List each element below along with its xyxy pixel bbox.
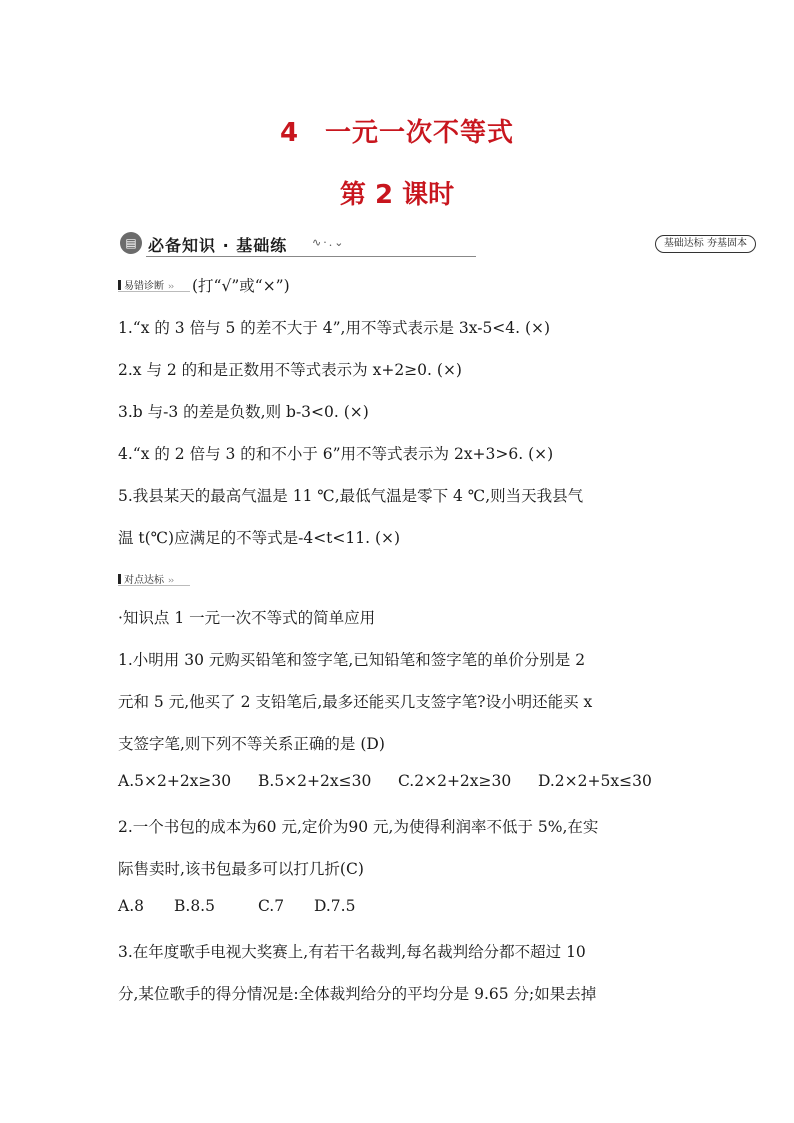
book-icon: ▤ [120, 232, 142, 254]
banner-underline [146, 256, 476, 257]
question-1-line-1: 1.小明用 30 元购买铅笔和签字笔,已知铅笔和签字笔的单价分别是 2 [118, 651, 586, 669]
error-item-3: 3.b 与-3 的差是负数,则 b-3<0. (×) [118, 403, 369, 421]
option-d: D.2×2+5x≤30 [538, 772, 652, 790]
chevron-right-icon: ›› [168, 282, 174, 292]
question-2-line-2: 际售卖时,该书包最多可以打几折(C) [118, 860, 364, 878]
question-3-line-2: 分,某位歌手的得分情况是:全体裁判给分的平均分是 9.65 分;如果去掉 [118, 985, 597, 1003]
question-1-line-3: 支签字笔,则下列不等关系正确的是 (D) [118, 735, 385, 753]
option-d: D.7.5 [314, 897, 356, 915]
target-practice-label: 对点达标 [124, 575, 164, 586]
target-practice-header [118, 571, 173, 586]
error-diagnosis-label: 易错诊断 [124, 281, 164, 292]
question-1-line-2: 元和 5 元,他买了 2 支铅笔后,最多还能买几支签字笔?设小明还能买 x [118, 693, 593, 711]
error-diagnosis-instruction: (打“√”或“×”) [192, 277, 290, 295]
lesson-number: 4 [279, 118, 300, 148]
question-2-options [118, 897, 355, 915]
option-a: A.5×2+2x≥30 [118, 772, 232, 790]
question-1-options [118, 772, 652, 790]
option-a: A.8 [118, 897, 144, 915]
section-underline [118, 291, 190, 292]
error-item-2: 2.x 与 2 的和是正数用不等式表示为 x+2≥0. (×) [118, 361, 462, 379]
section-underline [118, 585, 190, 586]
question-2-line-1: 2.一个书包的成本为60 元,定价为90 元,为使得利润率不低于 5%,在实 [118, 818, 599, 836]
error-item-4: 4.“x 的 2 倍与 3 的和不小于 6”用不等式表示为 2x+3>6. (×) [118, 445, 554, 463]
banner-tag: 基础达标 夯基固本 [655, 235, 756, 253]
option-c: C.2×2+2x≥30 [398, 772, 512, 790]
error-item-5-line-2: 温 t(℃)应满足的不等式是-4<t<11. (×) [118, 529, 401, 547]
section-bar-icon [118, 280, 121, 290]
error-item-1: 1.“x 的 3 倍与 5 的差不大于 4”,用不等式表示是 3x-5<4. (×) [118, 319, 551, 337]
lesson-name: 一元一次不等式 [325, 118, 515, 148]
banner-decoration: ∿·.⌄ [312, 236, 346, 249]
error-item-5-line-1: 5.我县某天的最高气温是 11 ℃,最低气温是零下 4 ℃,则当天我县气 [118, 487, 584, 505]
section-banner [118, 230, 758, 260]
period-title: 第 2 课时 [339, 180, 455, 210]
section-bar-icon [118, 574, 121, 584]
option-b: B.8.5 [174, 897, 215, 915]
chevron-right-icon: ›› [168, 576, 174, 586]
knowledge-point: ·知识点 1 一元一次不等式的简单应用 [118, 609, 376, 627]
lesson-title [0, 112, 794, 149]
question-3-line-1: 3.在年度歌手电视大奖赛上,有若干名裁判,每名裁判给分都不超过 10 [118, 943, 586, 961]
error-diagnosis-header [118, 277, 173, 292]
banner-title: 必备知识 · 基础练 [148, 236, 288, 255]
option-c: C.7 [258, 897, 285, 915]
option-b: B.5×2+2x≤30 [258, 772, 372, 790]
